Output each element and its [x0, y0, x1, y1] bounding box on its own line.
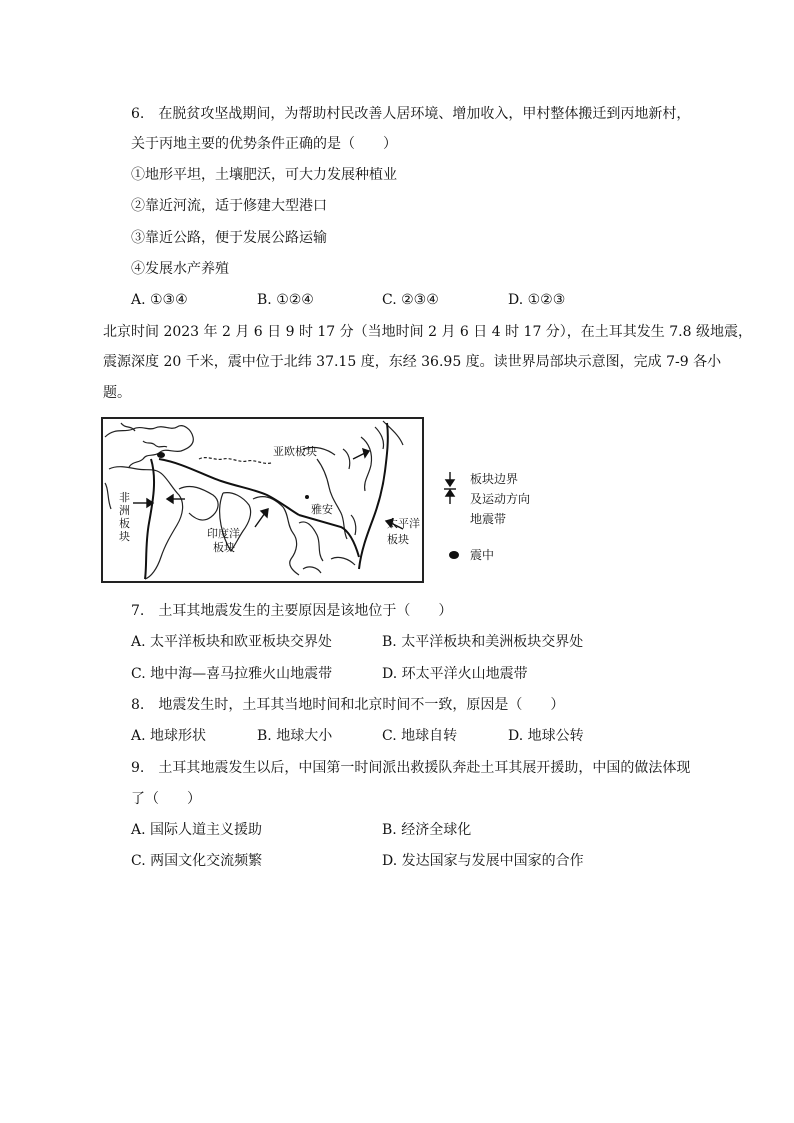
q9-option-b: B. 经济全球化 — [382, 822, 472, 838]
passage-line2: 震源深度 20 千米，震中位于北纬 37.15 度，东经 36.95 度。读世界局部块示意图，完成 7-9 各小 — [103, 354, 722, 370]
legend-boundary: 板块边界 — [470, 472, 519, 486]
map-label-indian-ocean: 印度洋 — [207, 527, 240, 540]
q7-stem: 7. 土耳其地震发生的主要原因是该地位于（ ） — [131, 603, 453, 619]
q6-item-3: ③靠近公路，便于发展公路运输 — [131, 230, 327, 246]
q9-stem-line1: 9. 土耳其地震发生以后，中国第一时间派出救援队奔赴土耳其展开援助，中国的做法体现 — [131, 760, 691, 776]
passage-line1: 北京时间 2023 年 2 月 6 日 9 时 17 分（当地时间 2 月 6 日 4 时 17 分），在土耳其发生 7.8 级地震， — [103, 324, 752, 340]
q8-option-a: A. 地球形状 — [131, 728, 207, 744]
q8-stem: 8. 地震发生时，土耳其当地时间和北京时间不一致，原因是（ ） — [131, 697, 565, 713]
q8-option-c: C. 地球自转 — [382, 728, 458, 744]
q9-option-a: A. 国际人道主义援助 — [131, 822, 263, 838]
q7-option-c: C. 地中海—喜马拉雅火山地震带 — [131, 666, 333, 682]
q7-option-a: A. 太平洋板块和欧亚板块交界处 — [131, 634, 333, 650]
epicenter-marker — [157, 452, 165, 458]
q6-option-b: B. ①②④ — [257, 292, 314, 308]
q8-option-d: D. 地球公转 — [508, 728, 584, 744]
epicenter-icon — [446, 548, 466, 562]
q9-option-c: C. 两国文化交流频繁 — [131, 853, 263, 869]
map-label-eurasia: 亚欧板块 — [273, 445, 317, 458]
map-label-pacific: 太平洋 — [387, 517, 420, 530]
q7-option-d: D. 环太平洋火山地震带 — [382, 666, 528, 682]
plate-map — [101, 417, 424, 583]
q7-option-b: B. 太平洋板块和美洲板块交界处 — [382, 634, 584, 650]
q6-item-4: ④发展水产养殖 — [131, 261, 229, 277]
q6-option-c: C. ②③④ — [382, 292, 439, 308]
plate-map-drawing — [103, 419, 422, 581]
q9-stem-line2: 了（ ） — [131, 791, 201, 807]
passage-line3: 题。 — [103, 385, 131, 401]
q8-option-b: B. 地球大小 — [257, 728, 333, 744]
q6-option-d: D. ①②③ — [508, 292, 566, 308]
map-label-yaan: 雅安 — [311, 503, 333, 516]
boundary-arrow-icon — [442, 470, 462, 530]
q6-stem-line2: 关于丙地主要的优势条件正确的是（ ） — [131, 136, 397, 152]
map-label-africa: 非洲板块 — [119, 491, 130, 543]
q6-option-a: A. ①③④ — [131, 292, 188, 308]
legend-seismic: 地震带 — [470, 512, 507, 526]
map-label-pacific-plate: 板块 — [387, 533, 409, 546]
q6-item-2: ②靠近河流，适于修建大型港口 — [131, 198, 327, 214]
q6-stem-line1: 6. 在脱贫攻坚战期间，为帮助村民改善人居环境、增加收入，甲村整体搬迁到丙地新村， — [131, 106, 691, 122]
legend-direction: 及运动方向 — [470, 492, 531, 506]
q6-item-1: ①地形平坦，土壤肥沃，可大力发展种植业 — [131, 167, 397, 183]
q9-option-d: D. 发达国家与发展中国家的合作 — [382, 853, 584, 869]
map-legend — [438, 470, 568, 570]
legend-epicenter: 震中 — [470, 548, 495, 562]
map-label-indian-ocean-plate: 板块 — [213, 541, 235, 554]
